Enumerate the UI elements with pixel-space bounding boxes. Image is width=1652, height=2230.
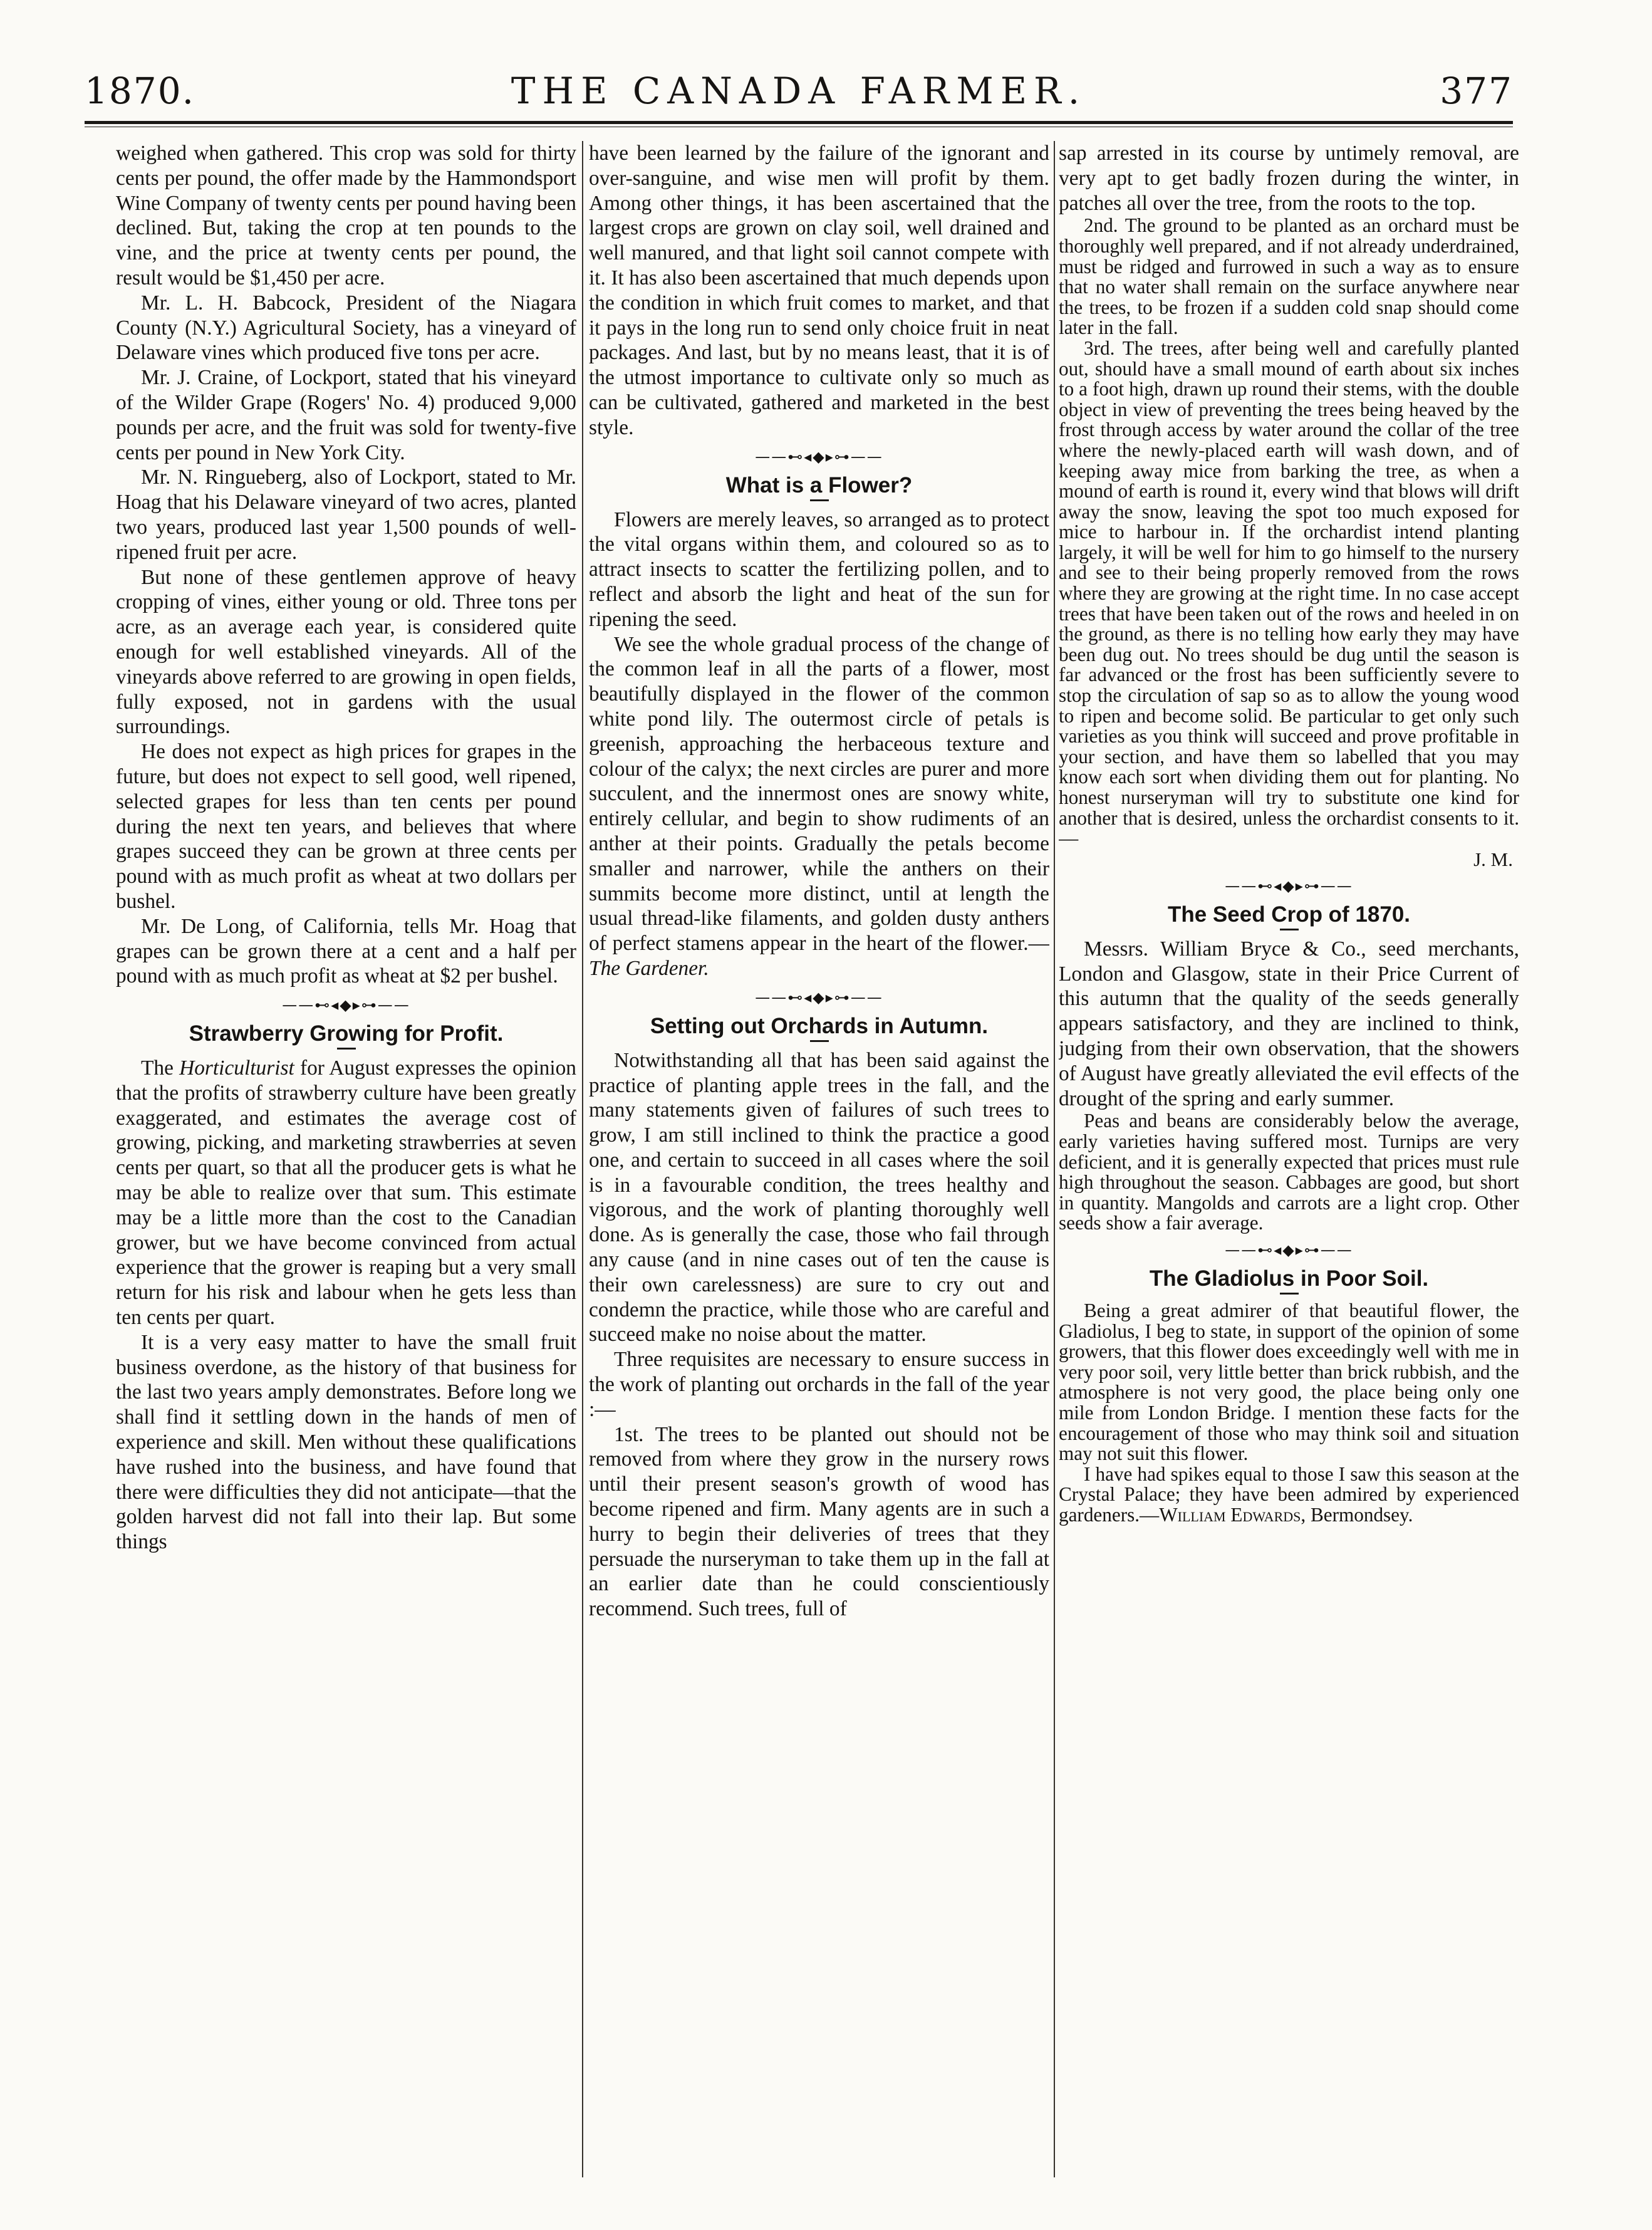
- paragraph: But none of these gentlemen approve of heavy cropping of vines, either young or old. Three tons per acre, as an average each year, is considered quite enough for well established vineyards. All of the vineyards above referred to are growing in open fields, fully exposed, not in gardens with the usual surroundings.: [116, 565, 576, 739]
- paragraph: 2nd. The ground to be planted as an orchard must be thoroughly well prepared, and if not already underdrained, must be ridged and furrowed in such a way as to ensure that no water shall remain on the surface anywhere near the trees, to be frozen if a sudden cold snap should come later in the fall.: [1059, 214, 1519, 339]
- text: We see the whole gradual process of the change of the common leaf in all the parts of a flower, most beautifully displayed in the flower of the common white pond lily. The outermost circle of petals is greenish, approaching the herbaceous texture and colour of the calyx; the next circles are purer and more succulent, and the innermost ones are snowy white, entirely cellular, and begin to show rudiments of an anther at their points. Gradually the petals become smaller and narrower, while the anthers on their summits become more distinct, until at length the usual thread-like filaments, and golden dusty anthers of perfect stamens appear in the heart of the flower.—: [589, 632, 1049, 956]
- paragraph: weighed when gathered. This crop was sold for thirty cents per pound, the offer made by the Hammondsport Wine Company of twenty cents per pound having been declined. But, taking the crop at ten pounds to the vine, and the price at twenty cents per pound, the result would be $1,450 per acre.: [116, 142, 576, 289]
- paragraph: Three requisites are necessary to ensure success in the work of planting out orchards in the fall of the year :—: [589, 1348, 1049, 1421]
- column-2: [589, 141, 1049, 2177]
- section-ornament: ——⊷◂◆▸⊶——: [1225, 877, 1353, 895]
- paragraph: Being a great admirer of that beautiful flower, the Gladiolus, I beg to state, in support of the opinion of some growers, that this flower does exceedingly well with me in very poor soil, very little better than brick rubbish, and the atmosphere is not very good, the place being only one mile from London Bridge. I mention these facts for the encouragement of those who may think soil and situation may not suit this flower.: [1059, 1299, 1519, 1465]
- paragraph: It is a very easy matter to have the small fruit business overdone, as the history of that business for the last two years amply demonstrates. Before long we shall find it settling down in the hands of men of experience and skill. Men without these qualifications have rushed into the business, and have found that there were difficulties they did not anticipate—that the golden harvest did not fall into their lap. But some things: [116, 1330, 576, 1554]
- article-heading: What is a Flower?: [725, 472, 913, 498]
- header-rule: [85, 121, 1513, 124]
- paragraph: Peas and beans are considerably below the average, early varieties having suffered most. Turnips are very deficient, and it is generally expected that prices must rule high throughout the season. Cabbages are good, but short in quantity. Mangolds and carrots are a light crop. Other seeds show a fair average.: [1059, 1110, 1519, 1234]
- header-page-number: 377: [1440, 70, 1513, 112]
- section-ornament: ——⊷◂◆▸⊶——: [1225, 1241, 1353, 1259]
- section-ornament: ——⊷◂◆▸⊶——: [282, 996, 410, 1014]
- paragraph: [1059, 1464, 1519, 1526]
- author-signature: J. M.: [1473, 848, 1513, 870]
- section-ornament: ——⊷◂◆▸⊶——: [755, 988, 883, 1006]
- article-heading: The Gladiolus in Poor Soil.: [1149, 1266, 1429, 1291]
- paragraph: [589, 632, 1049, 981]
- heading-dash: [810, 1040, 829, 1042]
- article-heading: Setting out Orchards in Autumn.: [650, 1013, 989, 1038]
- column-divider: [1054, 141, 1055, 2177]
- publication-title: Horticulturist: [179, 1056, 294, 1080]
- source-credit: The Gardener.: [589, 956, 709, 980]
- heading-dash: [337, 1048, 356, 1050]
- text: The: [141, 1056, 180, 1080]
- paragraph: He does not expect as high prices for grapes in the future, but does not expect to sell good, well ripened, selected grapes for less than ten cents per pound during the next ten years, and believes that where grapes succeed they can be grown at three cents per pound with as much profit as wheat at two dollars per bushel.: [116, 740, 576, 913]
- author-location: , Bermondsey.: [1301, 1503, 1413, 1526]
- paragraph: Mr. N. Ringueberg, also of Lockport, stated to Mr. Hoag that his Delaware vineyard of two acres, planted two years, produced last year 1,500 pounds of well-ripened fruit per acre.: [116, 466, 576, 564]
- paragraph: 3rd. The trees, after being well and carefully planted out, should have a small mound of earth about six inches to a foot high, drawn up round their stems, with the double object in view of preventing the trees being heaved by the frost through access by water around the collar of the tree where the newly-placed earth will wash down, and of keeping away mice from barking the tree, as when a mound of earth is round it, every wind that blows will drift away the snow, leaving the spot too much exposed for mice to harbour in. If the orchardist intend planting largely, it will be well for him to go himself to the nursery and see to their being properly removed from the rows where they are growing at the right time. In no case accept trees that have been taken out of the rows and heeled in on the ground, as there is no telling how early they may have been dug out. No trees should be dug until the season is far advanced or the frost has been sufficiently severe to stop the circulation of sap so as to allow the young wood to ripen and become solid. Be particular to get only such varieties as you think will succeed and prove profitable in your section, and have them so labelled that you may know each sort when dividing them out for planting. No honest nurseryman will try to substitute one kind for another that is desired, unless the orchardist consents to it.—: [1059, 336, 1519, 850]
- column-3: [1059, 141, 1519, 2177]
- heading-dash: [1280, 1293, 1299, 1295]
- paragraph: Mr. J. Craine, of Lockport, stated that his vineyard of the Wilder Grape (Rogers' No. 4) produced 9,000 pounds per acre, and the fruit was sold for twenty-five cents per pound in New York City.: [116, 366, 576, 464]
- header-year: 1870.: [85, 70, 195, 112]
- text: for August expresses the opinion that the profits of strawberry culture have been greatly exaggerated, and estimates the average cost of growing, picking, and marketing strawberries at seven cents per quart, so that all the producer gets is what he may be able to realize over that sum. This estimate may be a little more than the cost to the Canadian grower, but we have become convinced from actual experience that the grower is reaping but a very small return for his risk and labour when he gets less than ten cents per quart.: [116, 1056, 576, 1330]
- paragraph: 1st. The trees to be planted out should not be removed from where they grow in the nursery rows until their present season's growth of wood has become ripened and firm. Many agents are in such a hurry to begin their deliveries of trees that they persuade the nurseryman to take them up in the fall at an earlier date than he could conscientiously recommend. Such trees, full of: [589, 1422, 1049, 1621]
- paragraph: Flowers are merely leaves, so arranged as to protect the vital organs within them, and coloured so as to attract insects to scatter the fertilizing pollen, and to reflect and absorb the light and heat of the sun for ripening the seed.: [589, 508, 1049, 631]
- section-ornament: ——⊷◂◆▸⊶——: [755, 447, 883, 466]
- paragraph: Notwithstanding all that has been said against the practice of planting apple trees in the fall, and the many statements given of failures of such trees to grow, I am still inclined to think the practice a good one, and certain to succeed in all cases where the soil is in a favourable condition, the trees healthy and vigorous, and the work of planting thoroughly well done. As is generally the case, those who fail through any cause (and in nine cases out of ten the cause is their own carelessness) are sure to cry out and condemn the practice, while those who are careful and succeed make no noise about the matter.: [589, 1048, 1049, 1347]
- header-title: THE CANADA FARMER.: [511, 70, 1087, 112]
- article-heading: Strawberry Growing for Profit.: [189, 1021, 504, 1046]
- column-divider: [582, 141, 583, 2177]
- heading-dash: [810, 499, 829, 501]
- column-1: [116, 141, 576, 2177]
- paragraph: sap arrested in its course by untimely removal, are very apt to get badly frozen during the winter, in patches all over the tree, from the roots to the top.: [1059, 142, 1519, 215]
- paragraph: Mr. De Long, of California, tells Mr. Hoag that grapes can be grown there at a cent and a half per pound with as much profit as wheat at $2 per bushel.: [116, 914, 576, 988]
- masthead: [85, 60, 1513, 121]
- article-heading: The Seed Crop of 1870.: [1167, 902, 1411, 927]
- paragraph: Messrs. William Bryce & Co., seed merchants, London and Glasgow, state in their Price Current of this autumn that the quality of the seeds generally appears satisfactory, and they are inclined to think, judging from their own observation, that the showers of August have greatly alleviated the evil effects of the drought of the spring and early summer.: [1059, 937, 1519, 1110]
- paragraph: Mr. L. H. Babcock, President of the Niagara County (N.Y.) Agricultural Society, has a vineyard of Delaware vines which produced five tons per acre.: [116, 291, 576, 365]
- paragraph: [116, 1056, 576, 1330]
- heading-dash: [1280, 929, 1299, 930]
- paragraph: have been learned by the failure of the ignorant and over-sanguine, and wise men will profit by them. Among other things, it has been ascertained that the largest crops are grown on clay soil, well drained and well manured, and that light soil cannot compete with it. It has also been ascertained that much depends upon the condition in which fruit comes to market, and that it pays in the long run to send only choice fruit in neat packages. And last, but by no means least, that it is of the utmost importance to cultivate only so much as can be cultivated, gathered and marketed in the best style.: [589, 142, 1049, 439]
- author-name: William Edwards: [1159, 1503, 1301, 1526]
- text: I have had spikes equal to those I saw this season at the Crystal Palace; they have been admired by experienced gardeners.—: [1059, 1462, 1519, 1526]
